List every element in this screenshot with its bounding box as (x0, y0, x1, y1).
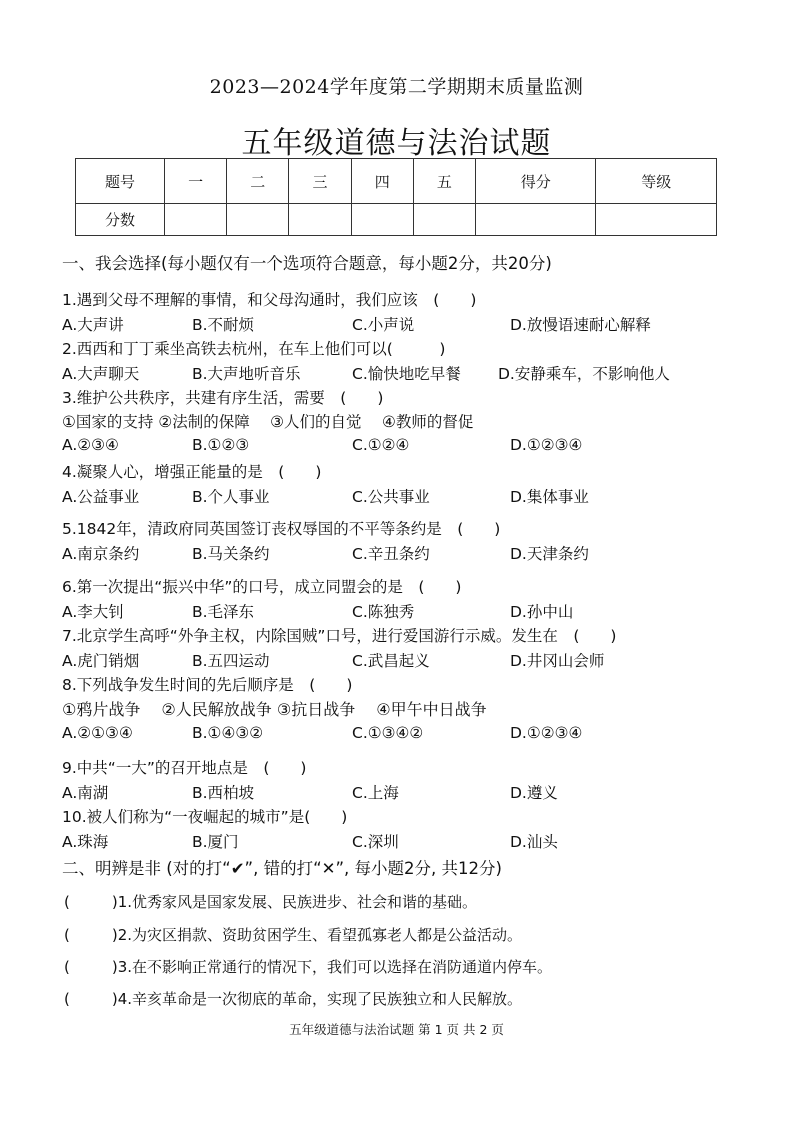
q8-option-b[interactable]: B.①④③② (192, 724, 264, 742)
q2-option-b[interactable]: B.大声地听音乐 (192, 365, 301, 383)
question-4: 4.凝聚人心，增强正能量的是 ( ) (62, 463, 322, 481)
q6-option-d[interactable]: D.孙中山 (510, 603, 574, 621)
q9-option-a[interactable]: A.南湖 (62, 784, 109, 802)
q10-option-d[interactable]: D.汕头 (510, 833, 558, 851)
score-cell-part1: 一 (165, 159, 227, 204)
judgment-text-4: )4.辛亥革命是一次彻底的革命，实现了民族独立和人民解放。 (111, 990, 523, 1008)
score-cell-part3: 三 (289, 159, 351, 204)
section1-heading: 一、我会选择(每小题仅有一个选项符合题意，每小题2分，共20分) (62, 254, 552, 273)
q10-option-c[interactable]: C.深圳 (352, 833, 399, 851)
answer-bracket-open[interactable]: ( (64, 926, 70, 944)
q10-option-a[interactable]: A.珠海 (62, 833, 109, 851)
score-input-part4[interactable] (351, 204, 413, 236)
score-input-grade[interactable] (596, 204, 717, 236)
q10-option-b[interactable]: B.厦门 (192, 833, 239, 851)
score-table-header-row (76, 159, 717, 204)
q4-option-a[interactable]: A.公益事业 (62, 488, 140, 506)
q2-option-a[interactable]: A.大声聊天 (62, 365, 140, 383)
score-cell-label: 题号 (76, 159, 165, 204)
q3-option-c[interactable]: C.①②④ (352, 436, 410, 454)
answer-bracket-open[interactable]: ( (64, 893, 70, 911)
score-input-part2[interactable] (227, 204, 289, 236)
section2-heading: 二、明辨是非 (对的打“✔”, 错的打“✕”, 每小题2分, 共12分) (62, 859, 502, 878)
q1-option-c[interactable]: C.小声说 (352, 316, 415, 334)
score-input-part5[interactable] (413, 204, 475, 236)
answer-bracket-open[interactable]: ( (64, 990, 70, 1008)
score-cell-part2: 二 (227, 159, 289, 204)
exam-title: 五年级道德与法治试题 (241, 126, 552, 161)
score-cell-part5: 五 (413, 159, 475, 204)
question-10: 10.被人们称为“一夜崛起的城市”是( ) (62, 808, 348, 826)
judgment-text-3: )3.在不影响正常通行的情况下，我们可以选择在消防通道内停车。 (111, 958, 553, 976)
q7-option-b[interactable]: B.五四运动 (192, 652, 270, 670)
judgment-text-1: )1.优秀家风是国家发展、民族进步、社会和谐的基础。 (111, 893, 478, 911)
q5-option-a[interactable]: A.南京条约 (62, 545, 140, 563)
q8-option-c[interactable]: C.①③④② (352, 724, 424, 742)
q6-option-a[interactable]: A.李大钊 (62, 603, 124, 621)
question-1: 1.遇到父母不理解的事情，和父母沟通时，我们应该 ( ) (62, 291, 477, 309)
q8-option-a[interactable]: A.②①③④ (62, 724, 133, 742)
judgment-item-1 (64, 891, 477, 912)
score-input-part3[interactable] (289, 204, 351, 236)
q2-option-d[interactable]: D.安静乘车，不影响他人 (498, 365, 670, 383)
question-8: 8.下列战争发生时间的先后顺序是 ( ) (62, 676, 353, 694)
q7-option-a[interactable]: A.虎门销烟 (62, 652, 140, 670)
q9-option-d[interactable]: D.遵义 (510, 784, 558, 802)
question-2: 2.西西和丁丁乘坐高铁去杭州，在车上他们可以( ) (62, 340, 446, 358)
q6-option-b[interactable]: B.毛泽东 (192, 603, 255, 621)
score-row-label: 分数 (76, 204, 165, 236)
q8-items: ①鸦片战争 ②人民解放战争 ③抗日战争 ④甲午中日战争 (62, 700, 487, 719)
answer-bracket-open[interactable]: ( (64, 958, 70, 976)
q3-items: ①国家的支持 ②法制的保障 ③人们的自觉 ④教师的督促 (62, 413, 474, 431)
q1-option-b[interactable]: B.不耐烦 (192, 316, 255, 334)
q4-option-d[interactable]: D.集体事业 (510, 488, 589, 506)
q3-option-a[interactable]: A.②③④ (62, 436, 119, 454)
question-9: 9.中共“一大”的召开地点是 ( ) (62, 759, 307, 777)
question-3: 3.维护公共秩序，共建有序生活，需要 ( ) (62, 389, 384, 407)
q3-option-d[interactable]: D.①②③④ (510, 436, 583, 454)
score-cell-total: 得分 (476, 159, 596, 204)
score-cell-grade: 等级 (596, 159, 717, 204)
q5-option-c[interactable]: C.辛丑条约 (352, 545, 430, 563)
q5-option-d[interactable]: D.天津条约 (510, 545, 589, 563)
q7-option-d[interactable]: D.井冈山会师 (510, 652, 605, 670)
q4-option-b[interactable]: B.个人事业 (192, 488, 270, 506)
judgment-item-4 (64, 988, 522, 1009)
judgment-text-2: )2.为灾区捐款、资助贫困学生、看望孤寡老人都是公益活动。 (111, 926, 523, 944)
score-input-part1[interactable] (165, 204, 227, 236)
score-table (75, 158, 717, 236)
exam-term-header: 2023—2024学年度第二学期期末质量监测 (209, 76, 584, 98)
q8-option-d[interactable]: D.①②③④ (510, 724, 583, 742)
question-6: 6.第一次提出“振兴中华”的口号，成立同盟会的是 ( ) (62, 578, 462, 596)
q2-option-c[interactable]: C.愉快地吃早餐 (352, 365, 461, 383)
score-cell-part4: 四 (351, 159, 413, 204)
question-7: 7.北京学生高呼“外争主权，内除国贼”口号，进行爱国游行示威。发生在 ( ) (62, 627, 617, 645)
judgment-item-2 (64, 924, 522, 945)
judgment-item-3 (64, 956, 552, 977)
q1-option-d[interactable]: D.放慢语速耐心解释 (510, 316, 651, 334)
score-input-total[interactable] (476, 204, 596, 236)
q7-option-c[interactable]: C.武昌起义 (352, 652, 430, 670)
q9-option-b[interactable]: B.西柏坡 (192, 784, 255, 802)
q3-option-b[interactable]: B.①②③ (192, 436, 250, 454)
q6-option-c[interactable]: C.陈独秀 (352, 603, 415, 621)
page-footer: 五年级道德与法治试题 第 1 页 共 2 页 (289, 1022, 504, 1037)
question-5: 5.1842年，清政府同英国签订丧权辱国的不平等条约是 ( ) (62, 520, 501, 538)
q9-option-c[interactable]: C.上海 (352, 784, 399, 802)
score-table-score-row (76, 204, 717, 236)
q4-option-c[interactable]: C.公共事业 (352, 488, 430, 506)
q1-option-a[interactable]: A.大声讲 (62, 316, 124, 334)
q5-option-b[interactable]: B.马关条约 (192, 545, 270, 563)
